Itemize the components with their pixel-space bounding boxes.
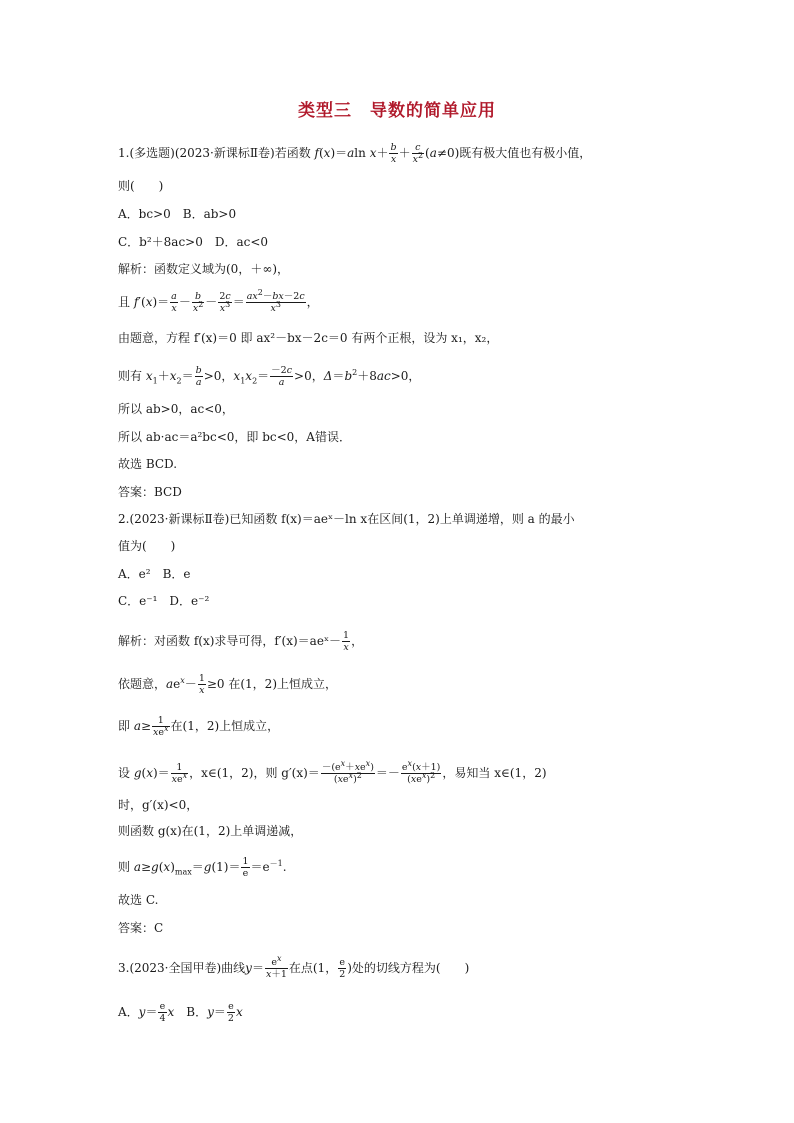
q2-analysis-1-text: 解析：对函数 f(x)求导可得，f′(x)＝aeˣ－ — [118, 634, 342, 648]
q2-stem-line2: 值为( ) — [118, 539, 176, 553]
q2-choose: 故选 C. — [118, 893, 159, 907]
section-title: 类型三 导数的简单应用 — [298, 101, 496, 121]
q1-analysis-1: 解析：函数定义域为(0，＋∞)， — [118, 262, 289, 276]
q2-analysis-3: 即 a≥ $\frac{1}{xe^x}$ 在(1，2)上恒成立， — [118, 715, 280, 738]
q2-number: 2. — [118, 512, 130, 526]
q1-analysis-5: 所以 ab>0，ac<0， — [118, 402, 234, 416]
q3-mid: 在点(1， — [288, 961, 338, 975]
q1-number: 1. — [118, 146, 130, 160]
q2-analysis-1: 解析：对函数 f(x)求导可得，f′(x)＝aeˣ－ $\frac{1}{x}$ ， — [118, 630, 364, 653]
q2-answer: 答案：C — [118, 921, 164, 935]
q2-analysis-5: 时，g′(x)<0， — [118, 798, 199, 812]
q2-analysis-4: 设 g(x)＝ $\frac{1}{xe^x}$ ，x∈(1，2)，则 g′(x)＝ $\frac{-(e^x+xe^x)}{(xe^x)^2}$ ＝－ $\frac{e^x(x+1)}{(xe^x)^2}$ ，易知当 x∈(1，2) — [118, 758, 547, 785]
q2-analysis-4-mid: ，x∈(1，2)，则 g′(x)＝ — [189, 766, 320, 780]
q2-analysis-6: 则函数 g(x)在(1，2)上单调递减， — [118, 824, 303, 838]
q1-stem — [118, 142, 688, 165]
q1-analysis-derivative: 且 f′(x)＝ $\frac{a}{x}$ － $\frac{b}{x^2}$ － $\frac{2c}{x^3}$ ＝ $\frac{ax^2-bx-2c}{x^3}$ ， — [118, 287, 319, 314]
q3-number: 3. — [118, 961, 130, 975]
q1-prefix: (多选题)(2023·新课标Ⅱ卷)若函数 — [129, 146, 311, 160]
q3-options-ab: A．y＝ $\frac{e}{4}$ x B．y＝ $\frac{e}{2}$ x — [118, 1001, 243, 1024]
q2-stem-line1: (2023·新课标Ⅱ卷)已知函数 f(x)＝aeˣ－ln x在区间(1，2)上单调递增，则 a 的最小 — [129, 512, 575, 526]
q1-answer: 答案：BCD — [118, 485, 182, 499]
q3-suffix: )处的切线方程为( ) — [347, 961, 470, 975]
q3-stem: 3.(2023·全国甲卷)曲线y＝ $\frac{e^x}{x+1}$ 在点(1， $\frac{e}{2}$ )处的切线方程为( ) — [118, 953, 470, 980]
q1-suffix: 既有极大值也有极小值， — [459, 146, 592, 160]
q1-options-cd: C．b²＋8ac>0 D．ac<0 — [118, 235, 269, 249]
q2-analysis-4-tail: ，易知当 x∈(1，2) — [442, 766, 547, 780]
q1-options-ab: A．bc>0 B．ab>0 — [118, 207, 237, 221]
q2-analysis-3-text: 在(1，2)上恒成立， — [170, 719, 280, 733]
q2-options-cd: C．e⁻¹ D．e⁻² — [118, 594, 210, 608]
q2-stem — [118, 511, 688, 527]
q1-stem-line2: 则( ) — [118, 179, 164, 193]
q1-analysis-vieta: 则有 $x_1+x_2=$ $\frac{b}{a}$ >0，$x_1x_2=$ $\frac{-2c}{a}$ >0，$\Delta=b^2+8ac>0$， — [118, 365, 421, 388]
q2-analysis-2: 依题意，$ae^x-$ $\frac{1}{x}$ ≥0 在(1，2)上恒成立， — [118, 673, 337, 696]
q2-analysis-2-text: ≥0 在(1，2)上恒成立， — [206, 677, 337, 691]
q2-analysis-7: 则 $a\ge g(x)_{max}=g(1)=$ $\frac{1}{e}$ $=e^{-1}$. — [118, 856, 287, 879]
q1-analysis-6: 所以 ab·ac＝a²bc<0，即 bc<0，A错误． — [118, 430, 351, 444]
q1-function: f(x)＝aln x＋ $\frac{b}{x}$ ＋ $\frac{c}{x^2}$ (a≠0) — [314, 142, 460, 165]
q2-options-ab: A．e² B．e — [118, 567, 191, 581]
q3-prefix: (2023·全国甲卷)曲线 — [129, 961, 246, 975]
q1-choose: 故选 BCD. — [118, 457, 178, 471]
q1-analysis-3: 由题意，方程 f′(x)＝0 即 ax²－bx－2c＝0 有两个正根，设为 x₁，x₂， — [118, 331, 499, 345]
